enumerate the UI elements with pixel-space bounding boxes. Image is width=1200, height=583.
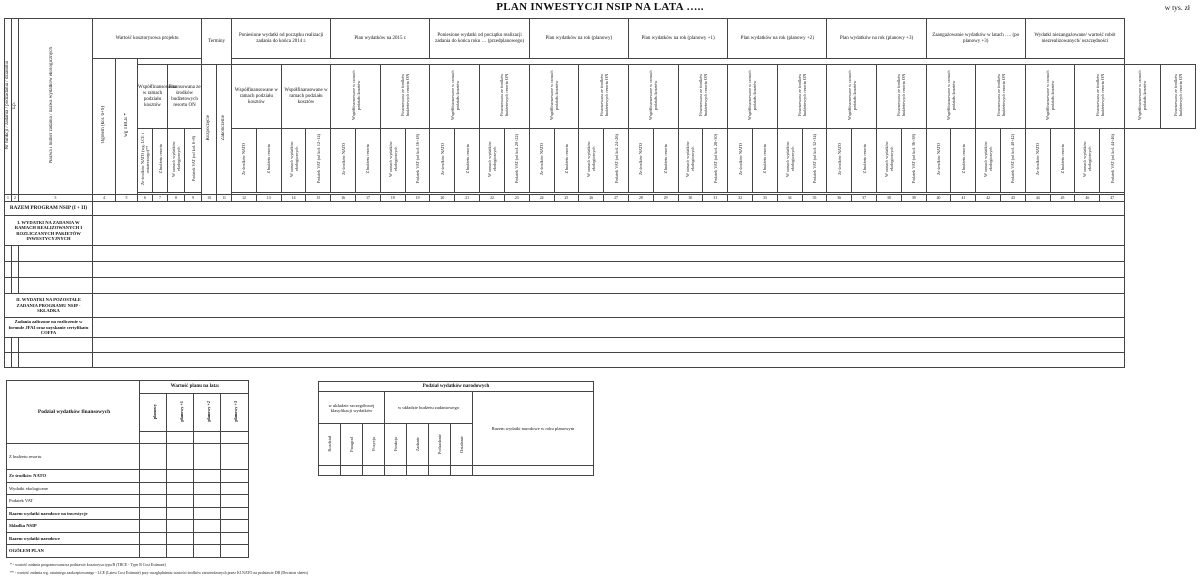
column-number-row — [5, 195, 1196, 202]
group-plan1-header: Plan wydatków na rok (planowy +1) — [628, 19, 727, 59]
column-number: 2 — [12, 195, 19, 202]
row-wydatki-ii-label: II. WYDATKI NA POZOSTAŁE ZADANIA PROGRAMU NSIP - SKŁADKA — [5, 294, 93, 318]
column-number: 21 — [455, 195, 480, 202]
split-row-label: Ze środków NATO — [7, 470, 140, 483]
column-number: 4 — [93, 195, 116, 202]
split-row-label: Podatek VAT — [7, 495, 140, 508]
group-wartosc-header: Wartość kosztorysowa projektu — [93, 19, 202, 59]
vat-leaf-header: Podatek VAT (od kol. 12+14) — [306, 129, 331, 193]
table-row — [5, 202, 1196, 216]
w-ramach-eko-leaf-header: W ramach wydatków ekologicznych — [281, 129, 306, 193]
column-number: 37 — [852, 195, 877, 202]
column-number: 34 — [777, 195, 802, 202]
plan-years-header: Wartość planu na lata: — [140, 381, 249, 394]
table-row — [5, 294, 1196, 318]
column-number: 1 — [5, 195, 12, 202]
national-col-paragraf: Paragraf — [341, 424, 363, 466]
footnote-1: * - wartość zadania programowana na podstawie kosztorysu typu B (TBCE - Type B Cost Estimate) — [10, 563, 166, 567]
column-number: 31 — [703, 195, 728, 202]
z-budzetu-leaf-header: Z budżetu resortu — [554, 129, 579, 193]
national-col-rozdział: Rozdział — [319, 424, 341, 466]
split-row-label: Składka NSIP — [7, 520, 140, 533]
row-razem-label: RAZEM PROGRAM NSIP (I + II) — [5, 202, 93, 216]
column-number: 5 — [116, 195, 138, 202]
ze-nato-leaf-header: Ze środków NATO — [728, 129, 753, 193]
z-budzetu-leaf-header: Z budżetu resortu — [752, 129, 777, 193]
national-title: Podział wydatków narodowych — [319, 382, 594, 392]
w-ramach-eko-leaf-header: W ramach wydatków ekologicznych — [777, 129, 802, 193]
table-row — [5, 318, 1196, 338]
vat-leaf-header: Podatek VAT (od kol. 24+26) — [604, 129, 629, 193]
column-number: 17 — [356, 195, 381, 202]
column-number: 41 — [951, 195, 976, 202]
ze-nato-header: Ze środków NATO (wg. LCE i ostatecznego)** — [138, 129, 153, 193]
col-planowy: planowy — [140, 393, 167, 431]
table-row — [5, 216, 1196, 246]
column-number: 7 — [153, 195, 168, 202]
column-number: 43 — [1001, 195, 1026, 202]
group-plan2015-header: Plan wydatków na 2015 r. — [331, 19, 430, 59]
zakonczenie-header: Zakończenie — [217, 65, 232, 195]
table-row — [5, 262, 1196, 278]
vat-leaf-header: Podatek VAT (od kol. 36+38) — [901, 129, 926, 193]
table-row — [5, 353, 1196, 368]
terminy-header: Terminy — [202, 19, 232, 65]
split-row-label: Wydatki ekologiczne — [7, 482, 140, 495]
vat-leaf-header: Podatek VAT (od kol. 40+42) — [1001, 129, 1026, 193]
ze-nato-leaf-header: Ze środków NATO — [529, 129, 554, 193]
ze-nato-leaf-header: Ze środków NATO — [1025, 129, 1050, 193]
split-row-label: OGÓŁEM PLAN — [7, 545, 140, 558]
razem-narodowe: Razem wydatki narodowe w roku planowym — [473, 392, 594, 466]
ze-nato-leaf-header: Ze środków NATO — [331, 129, 356, 193]
col-planowy-1: planowy +1 — [167, 393, 194, 431]
column-number: 10 — [202, 195, 217, 202]
finans-ze-header: Finansowana ze środków budżetowych resortu ON — [168, 65, 202, 129]
w-ramach-eko-leaf-header: W ramach wydatków ekologicznych — [480, 129, 505, 193]
column-number: 9 — [185, 195, 202, 202]
w-ramach-eko-leaf-header: W ramach wydatków ekologicznych — [976, 129, 1001, 193]
table-row — [7, 495, 249, 508]
table-row — [7, 545, 249, 558]
table-row — [5, 278, 1196, 294]
column-number: 42 — [976, 195, 1001, 202]
group-budzet: w układzie budżetu zadaniowego — [385, 392, 473, 424]
ze-nato-leaf-header: Ze środków NATO — [430, 129, 455, 193]
column-number: 6 — [138, 195, 153, 202]
table-row — [5, 246, 1196, 262]
w-ramach-eko-leaf-header: W ramach wydatków ekologicznych — [380, 129, 405, 193]
col-nazwa-header: Nazwa i numer zadania / nazwa wydatków ekologicznych — [19, 19, 93, 195]
column-number: 44 — [1025, 195, 1050, 202]
national-col-zadanie: Zadanie — [407, 424, 429, 466]
z-budzetu-leaf-header: Z budżetu resortu — [951, 129, 976, 193]
vat-leaf-header: Podatek VAT (od kol. 16+18) — [405, 129, 430, 193]
split-row-label: Z budżetu resortu — [7, 444, 140, 470]
table-row — [7, 470, 249, 483]
column-number: 24 — [529, 195, 554, 202]
vat-leaf-header: Podatek VAT (od kol. 44+46) — [1100, 129, 1125, 193]
column-number: 8 — [168, 195, 185, 202]
col-planowy-2: planowy +2 — [194, 393, 221, 431]
column-number: 16 — [331, 195, 356, 202]
column-number: 13 — [256, 195, 281, 202]
ze-nato-leaf-header: Ze środków NATO — [232, 129, 257, 193]
financial-split-table — [6, 380, 249, 558]
column-number: 12 — [232, 195, 257, 202]
group-plan2-header: Plan wydatków na rok (planowy +2) — [728, 19, 827, 59]
national-col-funkcja: Funkcja — [385, 424, 407, 466]
z-budzetu-header: Z budżetu resortu — [153, 129, 168, 193]
z-budzetu-leaf-header: Z budżetu resortu — [356, 129, 381, 193]
table-row — [7, 520, 249, 533]
national-expenses-table — [318, 381, 594, 476]
column-number: 36 — [827, 195, 852, 202]
ze-nato-leaf-header: Ze środków NATO — [628, 129, 653, 193]
column-number: 15 — [306, 195, 331, 202]
vat-leaf-header: Podatek VAT (od kol. 32+34) — [802, 129, 827, 193]
z-budzetu-leaf-header: Z budżetu resortu — [653, 129, 678, 193]
footnote-2: ** - wartość zadania wg. ostatniego zaakceptowanego - LCE (Latest Cost Estimate) przy uwzględnieniu wartości środków zatwierdzonych przez KI NATO na podstawie DB (Decision sheets) — [10, 571, 309, 575]
column-number: 25 — [554, 195, 579, 202]
table-row — [7, 532, 249, 545]
group-poniesione2-header: Poniesione wydatki od początku realizacji zadania do końca roku … (przedplanowego) — [430, 19, 529, 59]
w-ramach-eko-leaf-header: W ramach wydatków ekologicznych — [877, 129, 902, 193]
wspolfin-header: Współfinansowana w ramach podziału kosztów — [138, 65, 168, 129]
ogolem-header: Ogółem (kol. 6+9) — [93, 59, 116, 195]
group-poniesione-header: Poniesione wydatki od początku realizacji zadania do końca 2014 r. — [232, 19, 331, 59]
column-number: 23 — [504, 195, 529, 202]
column-number: 22 — [480, 195, 505, 202]
unit-label: w tys. zł — [1164, 3, 1190, 12]
group-klasyfikacja: w układzie szczegółowej klasyfikacji wydatków — [319, 392, 385, 424]
col-planowy-3: planowy +3 — [221, 393, 249, 431]
vat-leaf-header: Podatek VAT (od kol. 28+30) — [703, 129, 728, 193]
ze-nato-leaf-header: Ze środków NATO — [926, 129, 951, 193]
z-budzetu-leaf-header: Z budżetu resortu — [455, 129, 480, 193]
group-zaang-header: Zaangażowanie wydatków w latach …. (po planowy +3) — [926, 19, 1025, 59]
row-wydatki-i-label: I. WYDATKI NA ZADANIA W RAMACH REALIZOWANYCH I ROZLICZANYCH PAKIETÓW INWESTYCYJNYCH — [5, 216, 93, 246]
col-lp-header: Lp. — [12, 19, 19, 195]
column-number: 14 — [281, 195, 306, 202]
table-row — [7, 444, 249, 470]
w-ramach-eko-leaf-header: W ramach wydatków ekologicznych — [579, 129, 604, 193]
column-number: 33 — [752, 195, 777, 202]
column-number: 38 — [877, 195, 902, 202]
column-number: 30 — [678, 195, 703, 202]
ze-nato-leaf-header: Ze środków NATO — [827, 129, 852, 193]
rozpoczecie-header: Rozpoczęcie — [202, 65, 217, 195]
split-row-label: Razem wydatki narodowe na inwestycje — [7, 507, 140, 520]
column-number: 26 — [579, 195, 604, 202]
column-number: 32 — [728, 195, 753, 202]
column-number: 28 — [628, 195, 653, 202]
w-ramach-eko-leaf-header: W ramach wydatków ekologicznych — [678, 129, 703, 193]
column-number: 20 — [430, 195, 455, 202]
column-number: 45 — [1050, 195, 1075, 202]
table-row — [5, 338, 1196, 353]
column-number: 19 — [405, 195, 430, 202]
table-row — [7, 507, 249, 520]
national-col-podzadanie: Podzadanie — [429, 424, 451, 466]
split-header: Podział wydatków finansowych — [7, 381, 140, 444]
column-number: 3 — [19, 195, 93, 202]
z-budzetu-leaf-header: Z budżetu resortu — [852, 129, 877, 193]
table-row — [7, 482, 249, 495]
column-number: 47 — [1100, 195, 1125, 202]
z-budzetu-leaf-header: Z budżetu resortu — [1050, 129, 1075, 193]
page-title: PLAN INWESTYCJI NSIP NA LATA ….. — [496, 1, 704, 13]
column-number: 46 — [1075, 195, 1100, 202]
w-ramach-eko-header: W ramach wydatków ekologicznych — [168, 129, 185, 193]
column-number: 29 — [653, 195, 678, 202]
column-number: 39 — [901, 195, 926, 202]
group-niezag-header: Wydatki niezangażowane/ wartość robót niezrealizowanych/ oszczędności — [1025, 19, 1124, 59]
column-number: 18 — [380, 195, 405, 202]
column-number: 11 — [217, 195, 232, 202]
column-number: 27 — [604, 195, 629, 202]
column-number: 35 — [802, 195, 827, 202]
group-plan3-header: Plan wydatków na rok (planowy +3) — [827, 19, 926, 59]
split-row-label: Razem wydatki narodowe — [7, 532, 140, 545]
group-plan0-header: Plan wydatków na rok (planowy) — [529, 19, 628, 59]
investment-plan-table: Nr funkcji / zadania / podzadania / działania Lp. Nazwa i numer zadania / nazwa wydatków ekologicznych Wartość kosztorysowa projektu Terminy Poniesione wydatki od początku realizacji zadania do końca 2014 r. Plan wydatków na 2015 r. Poniesione wydatki od początku realizacji zadania do końca roku … (przedplanowego) Plan wydatków na rok (planowy) Plan wydatków na rok (planowy +1) Plan wydatków na rok (planowy +2) Plan wydatków na rok (planowy +3) Zaangażowanie wydatków w latach …. (po planowy +3) Wydatki niezangażowane/ wartość robót niezrealizowanych/ oszczędności Ogółem (kol. 6+9) wg TBCE * Współfinansowana w ramach podziału kosztów Finansowana ze środków budżetowych resortu ON Rozpoczęcie Zakończenie Współfinansowane w ramach podziału kosztów Współfinansowane w ramach podziału kosztów Współfinansowane w ramach podziału kosztów Finansowana ze środków budżetowych resortu ON Współfinansowane w ramach podziału kosztów Finansowana ze środków budżetowych resortu ON Współfinansowane w ramach podziału kosztów Finansowana ze środków budżetowych resortu ON Współfinansowane w ramach podziału kosztów Finansowana ze środków budżetowych resortu ON Współfinansowane w ramach podziału kosztów Finansowana ze środków budżetowych resortu ON Współfinansowane w ramach podziału kosztów Finansowana ze środków budżetowych resortu ON Współfinansowane w ramach podziału kosztów Finansowana ze środków budżetowych resortu ON Współfinansowane w ramach podziału kosztów Finansowana ze środków budżetowych resortu ON Współfinansowane w ramach podziału kosztów Finansowana ze środków budżetowych resortu ON Ze środków NATO (wg. LCE i ostatecznego)** Z budżetu resortu W ramach wydatków ekologicznych Podatek VAT (od kol. 6+8) Ze środków NATO Z budżetu resortu W ramach wydatków ekologicznych Podatek VAT (od kol. 12+14) Ze środków NATO Z budżetu resortu W ramach wydatków ekologicznych Podatek VAT (od kol. 16+18) Ze środków NATO Z budżetu resortu W ramach wydatków ekologicznych Podatek VAT (od kol. 20+22) Ze środków NATO Z budżetu resortu W ramach wydatków ekologicznych Podatek VAT (od kol. 24+26) Ze środków NATO Z budżetu resortu W ramach wydatków ekologicznych Podatek VAT (od kol. 28+30) Ze środków NATO Z budżetu resortu W ramach wydatków ekologicznych Podatek VAT (od kol. 32+34) Ze środków NATO Z budżetu resortu W ramach wydatków ekologicznych Podatek VAT (od kol. 36+38) Ze środków NATO Z budżetu resortu W ramach wydatków ekologicznych Podatek VAT (od kol. 40+42) Ze środków NATO Z budżetu resortu W ramach wydatków ekologicznych Podatek VAT (od kol. 44+46) 1 2 3 4 5 6 7 8 9 10 11 12 13 14 15 16 17 18 19 20 21 22 23 24 25 26 27 28 29 30 31 32 33 34 35 36 37 38 39 40 41 42 43 44 45 46 47 RAZEM PROGRAM NSIP (I + II) I. WYDATKI NA ZADANIA W RAMACH REALIZOWANYCH I ROZLICZANYCH PAKIETÓW INWESTYCYJNYCH II. WYDATKI NA POZOSTAŁE ZADANIA PROGRAMU NSIP - SKŁADKA Zadania zaliczone na rozliczenie w formule JFAI oraz uzyskanie certyfikatu COFFA — [4, 18, 1196, 368]
vat-leaf-header: Podatek VAT (od kol. 20+22) — [504, 129, 529, 193]
z-budzetu-leaf-header: Z budżetu resortu — [256, 129, 281, 193]
w-ramach-eko-leaf-header: W ramach wydatków ekologicznych — [1075, 129, 1100, 193]
vat-header: Podatek VAT (od kol. 6+8) — [185, 129, 202, 193]
wg-tbce-header: wg TBCE * — [116, 59, 138, 195]
col-nr-header: Nr funkcji / zadania / podzadania / działania — [5, 19, 12, 195]
row-zadania-label: Zadania zaliczone na rozliczenie w formule JFAI oraz uzyskanie certyfikatu COFFA — [5, 318, 93, 338]
national-col-pozycja: Pozycja — [363, 424, 385, 466]
column-number: 40 — [926, 195, 951, 202]
national-col-działanie: Działanie — [451, 424, 473, 466]
